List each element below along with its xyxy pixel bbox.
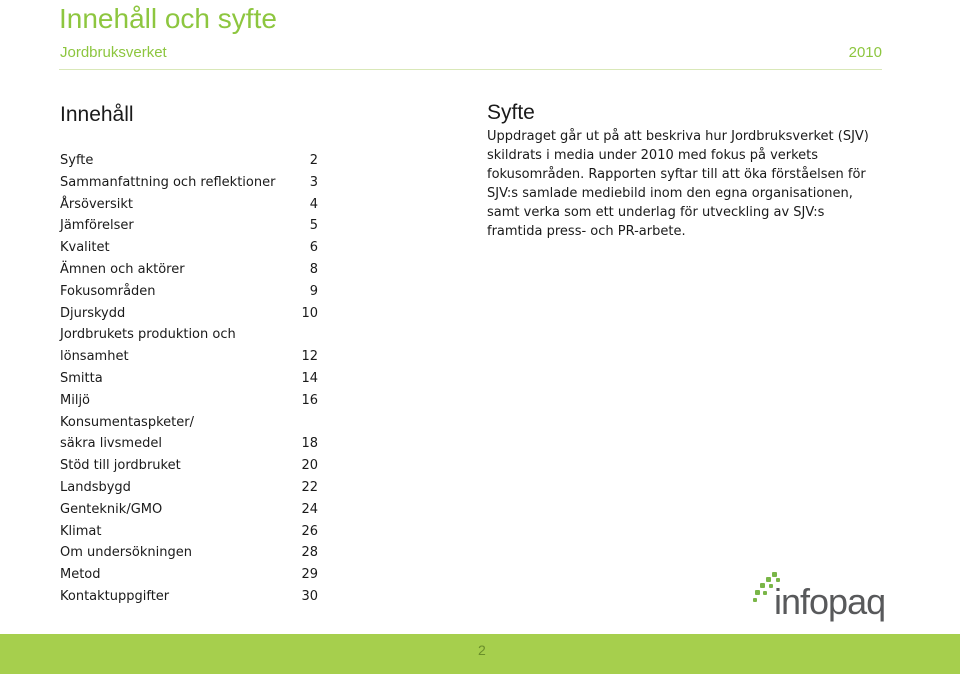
toc-entry-page: 8 [309, 261, 318, 277]
toc-entry-label: Syfte [60, 153, 94, 168]
toc-entry [60, 172, 320, 194]
toc-entry-page: 22 [301, 479, 318, 495]
toc-heading: Innehåll [60, 103, 134, 126]
toc-entry-label: Sammanfattning och reflektioner [60, 174, 276, 190]
toc-entry-page: 18 [301, 436, 318, 452]
toc-entry-label: Jordbrukets produktion och [60, 327, 236, 343]
document-title: Innehåll och syfte [59, 3, 277, 34]
toc-entry [60, 412, 320, 434]
toc-entry-page: 3 [309, 174, 318, 190]
toc-entry-page: 2 [309, 153, 318, 168]
toc-entry-label: Kontaktuppgifter [60, 588, 170, 604]
syfte-body: Uppdraget går ut på att beskriva hur Jordbruksverket (SJV) skildrats i media under 2010 med fokus på verkets fokusområden. Rapporten syftar till att öka förståelsen för SJV:s samlade mediebild inom den egna organisationen, samt verka som ett underlag för utveckling av SJV:s framtida press- och PR-arbete. [487, 129, 869, 239]
toc-entry-label: säkra livsmedel [60, 436, 162, 452]
toc-entry [60, 259, 320, 281]
toc-entry-page: 5 [309, 218, 318, 234]
toc-entry [60, 477, 320, 499]
toc-entry-label: lönsamhet [60, 349, 129, 365]
toc-entry-label: Genteknik/GMO [60, 501, 163, 517]
toc-entry [60, 390, 320, 412]
toc-entry-page: 9 [309, 283, 318, 299]
syfte-heading: Syfte [487, 101, 535, 124]
toc-entry [60, 281, 320, 303]
toc-entry-label: Kvalitet [60, 240, 110, 256]
toc-entry [60, 586, 320, 608]
report-year: 2010 [848, 44, 882, 61]
infopaq-logo [752, 572, 932, 622]
toc-entry-page [290, 324, 318, 346]
toc-entry-page: 28 [301, 545, 318, 561]
toc-entry [60, 150, 320, 172]
toc-entry-page: 29 [301, 567, 318, 583]
toc-entry-label: Ämnen och aktörer [60, 261, 185, 277]
toc-entry [60, 499, 320, 521]
organization-name: Jordbruksverket [60, 44, 167, 61]
table-of-contents [60, 150, 320, 608]
toc-entry-label: Metod [60, 567, 101, 583]
toc-entry-page: 24 [301, 501, 318, 517]
header-divider [59, 69, 882, 70]
toc-entry [60, 194, 320, 216]
toc-entry-page: 14 [301, 370, 318, 386]
toc-entry [60, 346, 320, 368]
toc-entry [60, 324, 320, 346]
toc-entry-label: Djurskydd [60, 305, 126, 321]
toc-entry [60, 542, 320, 564]
toc-entry [60, 433, 320, 455]
toc-entry-page: 16 [301, 392, 318, 408]
toc-entry-page: 4 [309, 196, 318, 212]
toc-entry [60, 521, 320, 543]
logo-wordmark: infopaq [774, 581, 886, 622]
toc-entry-label: Fokusområden [60, 283, 156, 299]
toc-entry-page: 26 [301, 523, 318, 539]
toc-entry-label: Om undersökningen [60, 545, 192, 561]
toc-entry-page: 20 [301, 458, 318, 474]
toc-entry [60, 455, 320, 477]
toc-entry-label: Årsöversikt [60, 196, 134, 212]
toc-entry-label: Landsbygd [60, 479, 131, 495]
toc-entry-page: 30 [301, 588, 318, 604]
toc-entry-page: 12 [301, 349, 318, 365]
toc-entry [60, 368, 320, 390]
toc-entry-label: Jämförelser [60, 218, 134, 234]
page-number: 2 [478, 642, 486, 658]
toc-entry-label: Smitta [60, 370, 103, 386]
toc-entry-page: 6 [309, 240, 318, 256]
toc-entry-page [290, 412, 318, 434]
toc-entry-label: Stöd till jordbruket [60, 458, 181, 474]
toc-entry [60, 237, 320, 259]
toc-entry [60, 215, 320, 237]
toc-entry-label: Miljö [60, 392, 91, 408]
toc-entry-label: Konsumentaspketer/ [60, 414, 194, 430]
toc-entry [60, 303, 320, 325]
toc-entry-label: Klimat [60, 523, 102, 539]
toc-entry-page: 10 [301, 305, 318, 321]
toc-entry [60, 564, 320, 586]
